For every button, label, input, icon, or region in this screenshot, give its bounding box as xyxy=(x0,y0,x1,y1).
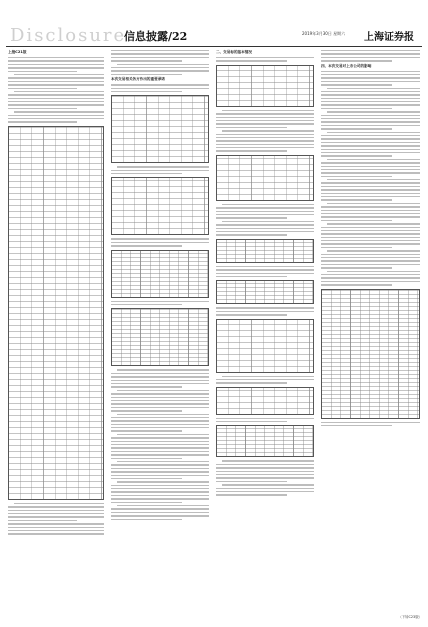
newspaper-brand: 上海证券报 xyxy=(364,32,414,43)
col2-table-2 xyxy=(111,177,209,235)
column-3 xyxy=(216,48,314,612)
col1-heading: 上接C21版 xyxy=(8,50,27,54)
column-2 xyxy=(111,48,209,612)
col3-table-4 xyxy=(216,280,314,304)
masthead-word: Disclosure xyxy=(10,25,127,46)
col3-table-7 xyxy=(216,425,314,457)
col4-table xyxy=(321,289,420,419)
commitment-table xyxy=(8,126,104,500)
column-1 xyxy=(8,48,104,612)
col3-table-5 xyxy=(216,319,314,373)
col3-table-3 xyxy=(216,239,314,263)
col2-heading: 本次交易相关各方作出的重要承诺 xyxy=(111,77,165,82)
footer xyxy=(6,614,422,622)
continuation-note: （下转C23版） xyxy=(398,615,422,619)
col4-heading: 四、本次交易对上市公司的影响 xyxy=(321,63,372,68)
col2-table-4 xyxy=(111,308,209,366)
dateline: 2019年3月30日 星期六 xyxy=(302,31,346,36)
col3-table-1 xyxy=(216,65,314,107)
col2-table-1 xyxy=(111,95,209,163)
col2-table-3 xyxy=(111,250,209,298)
section-title: 信息披露/22 xyxy=(124,30,188,43)
masthead-rule xyxy=(6,46,422,47)
col3-table-6 xyxy=(216,387,314,415)
column-4 xyxy=(321,48,420,612)
col3-table-2 xyxy=(216,155,314,201)
col3-heading: 二、交易标的基本情况 xyxy=(216,50,252,54)
masthead xyxy=(6,24,422,46)
